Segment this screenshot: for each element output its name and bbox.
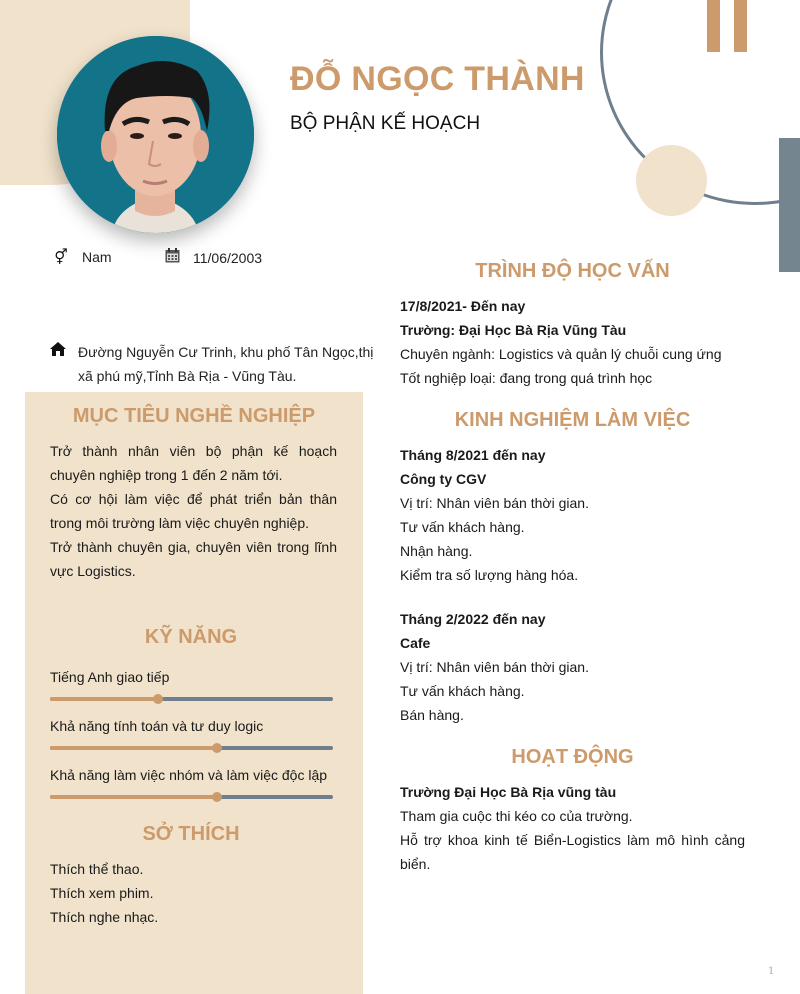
hobbies-title: SỞ THÍCH [142, 823, 240, 845]
education-school: Trường: Đại Học Bà Rịa Vũng Tàu [400, 322, 627, 338]
avatar [57, 36, 254, 233]
birthday-row [163, 248, 262, 267]
objective-paragraph: Trở thành chuyên gia, chuyên viên trong lĩnh vực Logistics. [50, 539, 337, 579]
address-value: Đường Nguyễn Cư Trinh, khu phố Tân Ngọc,thị xã phú mỹ,Tỉnh Bà Rịa - Vũng Tàu. [78, 344, 374, 384]
hobby-item: Thích xem phim. [50, 885, 154, 901]
skill-label: Khả năng làm việc nhóm và làm việc độc lập [50, 767, 328, 783]
skill-label: Khả năng tính toán và tư duy logic [50, 718, 264, 734]
objective-title: MỤC TIÊU NGHỀ NGHIỆP [72, 405, 316, 427]
education-major: Chuyên ngành: Logistics và quản lý chuỗi cung ứng [400, 346, 722, 362]
skill-label: Tiếng Anh giao tiếp [50, 669, 170, 685]
job-line: Tư vấn khách hàng. [400, 683, 525, 699]
home-icon [50, 340, 66, 388]
decorative-bar-left [707, 0, 720, 52]
calendar-icon [163, 248, 181, 267]
skill-bar-knob [212, 792, 222, 802]
job-line: Tư vấn khách hàng. [400, 519, 525, 535]
objective-paragraph: Có cơ hội làm việc để phát triển bản thân trong môi trường làm việc chuyên nghiệp. [50, 491, 337, 531]
job-period: Tháng 2/2022 đến nay [400, 611, 546, 627]
skill-bar-english [50, 697, 333, 701]
skills-title: KỸ NĂNG [144, 626, 238, 648]
objective-paragraph: Trở thành nhân viên bộ phận kế hoạch chuyên nghiệp trong 1 đến 2 năm tới. [50, 443, 337, 483]
job-company: Cafe [400, 635, 431, 651]
education-title: TRÌNH ĐỘ HỌC VẤN [475, 260, 670, 282]
skill-bar-knob [212, 743, 222, 753]
hobby-item: Thích thể thao. [50, 861, 144, 877]
skill-bar-teamwork [50, 795, 333, 799]
skill-bar-fill [50, 795, 217, 799]
job-line: Kiểm tra số lượng hàng hóa. [400, 567, 579, 583]
activity-line: Hỗ trợ khoa kinh tế Biển-Logistics làm mô hình cảng biển. [400, 832, 745, 872]
job-company: Công ty CGV [400, 471, 487, 487]
education-grade: Tốt nghiệp loại: đang trong quá trình học [400, 370, 653, 386]
decorative-dot [636, 145, 707, 216]
objective-body [50, 439, 337, 583]
job-line: Vị trí: Nhân viên bán thời gian. [400, 495, 589, 511]
activities-body [400, 780, 745, 876]
activity-org: Trường Đại Học Bà Rịa vũng tàu [400, 784, 617, 800]
page-number: 1 [768, 966, 775, 977]
decorative-side-bar [779, 138, 800, 272]
education-body [400, 294, 745, 390]
activities-title: HOẠT ĐỘNG [511, 746, 634, 768]
gender-icon: ⚥ [54, 249, 68, 266]
birthday-value: 11/06/2003 [193, 249, 263, 266]
job-entry [400, 443, 745, 587]
skill-bar-fill [50, 746, 217, 750]
hobby-item: Thích nghe nhạc. [50, 909, 159, 925]
skill-bar-fill [50, 697, 158, 701]
activity-line: Tham gia cuộc thi kéo co của trường. [400, 808, 633, 824]
job-entry [400, 607, 745, 727]
job-period: Tháng 8/2021 đến nay [400, 447, 546, 463]
candidate-name: ĐỖ NGỌC THÀNH [290, 60, 585, 98]
candidate-role: BỘ PHẬN KẾ HOẠCH [290, 113, 481, 134]
skill-bar-logic [50, 746, 333, 750]
job-line: Vị trí: Nhân viên bán thời gian. [400, 659, 589, 675]
decorative-bar-right [734, 0, 747, 52]
gender-value: Nam [82, 249, 112, 265]
skill-bar-knob [153, 694, 163, 704]
job-line: Nhận hàng. [400, 543, 473, 559]
gender-row [52, 248, 112, 266]
experience-title: KINH NGHIỆM LÀM VIỆC [454, 409, 691, 431]
job-line: Bán hàng. [400, 707, 464, 723]
education-period: 17/8/2021- Đến nay [400, 298, 526, 314]
hobbies-list [50, 857, 158, 929]
address-row [50, 340, 380, 388]
